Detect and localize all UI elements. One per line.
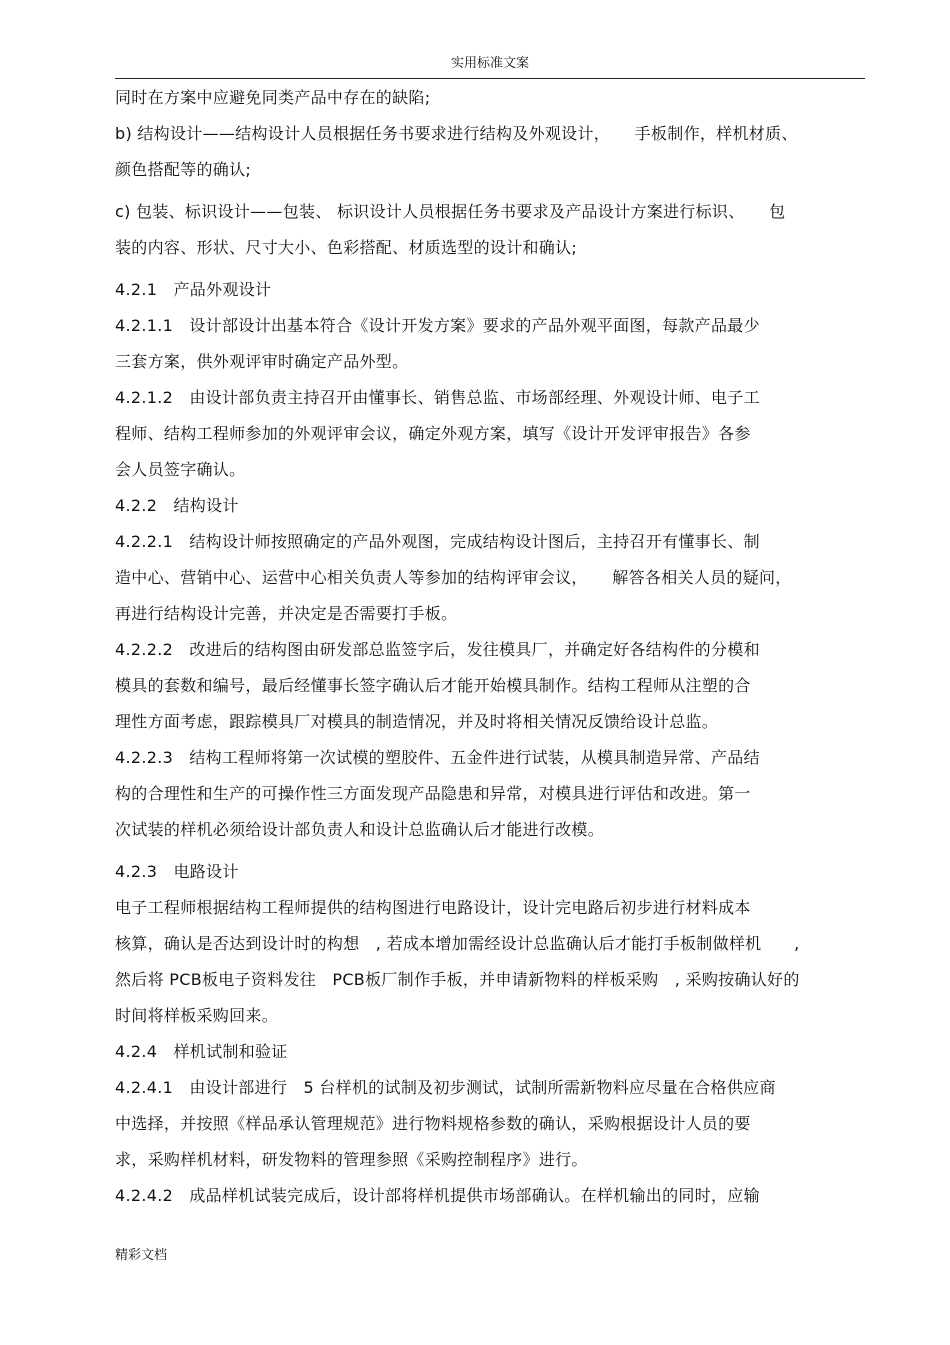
text-line: 造中心、营销中心、运营中心相关负责人等参加的结构评审会议， 解答各相关人员的疑问， [115, 568, 792, 587]
text-line: 时间将样板采购回来。 [115, 1006, 279, 1025]
text-line: 中选择，并按照《样品承认管理规范》进行物料规格参数的确认，采购根据设计人员的要 [115, 1114, 751, 1133]
text-line: 电子工程师根据结构工程师提供的结构图进行电路设计，设计完电路后初步进行材料成本 [115, 898, 751, 917]
text-line: 4.2.4.1 由设计部进行 5 台样机的试制及初步测试，试制所需新物料应尽量在合格供应商 [115, 1078, 776, 1097]
text-line: 会人员签字确认。 [115, 460, 246, 479]
page-header: 实用标准文案 [115, 52, 865, 79]
text-line: 4.2.1.2 由设计部负责主持召开由懂事长、销售总监、市场部经理、外观设计师、电子工 [115, 388, 760, 407]
text-line: b) 结构设计——结构设计人员根据任务书要求进行结构及外观设计， 手板制作，样机材质、 [115, 124, 798, 143]
text-line: 理性方面考虑，跟踪模具厂对模具的制造情况，并及时将相关情况反馈给设计总监。 [115, 712, 719, 731]
text-line: 4.2.2.2 改进后的结构图由研发部总监签字后，发往模具厂，并确定好各结构件的分模和 [115, 640, 760, 659]
section-heading: 4.2.4 样机试制和验证 [115, 1042, 288, 1061]
text-line: 模具的套数和编号，最后经懂事长签字确认后才能开始模具制作。结构工程师从注塑的合 [115, 676, 751, 695]
text-line: 次试装的样机必须给设计部负责人和设计总监确认后才能进行改模。 [115, 820, 605, 839]
section-heading: 4.2.1 产品外观设计 [115, 280, 272, 299]
section-heading: 4.2.3 电路设计 [115, 862, 239, 881]
text-line: 4.2.1.1 设计部设计出基本符合《设计开发方案》要求的产品外观平面图，每款产品最少 [115, 316, 760, 335]
text-line: 4.2.4.2 成品样机试装完成后，设计部将样机提供市场部确认。在样机输出的同时，应输 [115, 1186, 760, 1205]
text-line: 构的合理性和生产的可操作性三方面发现产品隐患和异常，对模具进行评估和改进。第一 [115, 784, 751, 803]
text-line: 三套方案，供外观评审时确定产品外型。 [115, 352, 409, 371]
text-line: 4.2.2.1 结构设计师按照确定的产品外观图，完成结构设计图后，主持召开有懂事长、制 [115, 532, 760, 551]
document-body [115, 80, 875, 1214]
text-line: 核算，确认是否达到设计时的构想 , 若成本增加需经设计总监确认后才能打手板制做样机 , [115, 934, 800, 953]
text-line: 然后将 PCB板电子资料发往 PCB板厂制作手板，并申请新物料的样板采购 , 采购按确认好的 [115, 970, 800, 989]
text-line: 4.2.2.3 结构工程师将第一次试模的塑胶件、五金件进行试装，从模具制造异常、产品结 [115, 748, 760, 767]
text-line: 求，采购样机材料，研发物料的管理参照《采购控制程序》进行。 [115, 1150, 588, 1169]
text-line: 程师、结构工程师参加的外观评审会议，确定外观方案，填写《设计开发评审报告》各参 [115, 424, 751, 443]
text-line: 同时在方案中应避免同类产品中存在的缺陷; [115, 88, 431, 107]
page-footer: 精彩文档 [115, 1248, 168, 1263]
text-line: 颜色搭配等的确认; [115, 160, 252, 179]
text-line: 装的内容、形状、尺寸大小、色彩搭配、材质选型的设计和确认; [115, 238, 578, 257]
text-line: 再进行结构设计完善，并决定是否需要打手板。 [115, 604, 458, 623]
section-heading: 4.2.2 结构设计 [115, 496, 239, 515]
text-line: c) 包装、标识设计——包装、 标识设计人员根据任务书要求及产品设计方案进行标识、 包 [115, 202, 786, 221]
